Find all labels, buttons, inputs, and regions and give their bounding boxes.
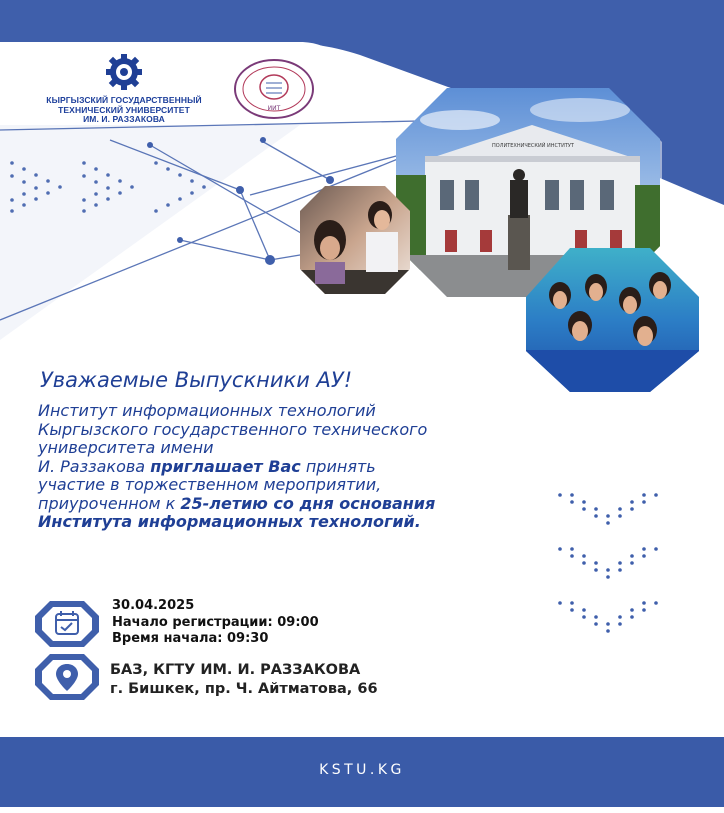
invitation-line-1: Институт информационных технологий: [38, 401, 376, 420]
line6-start: приуроченном к: [38, 493, 181, 513]
event-info: [112, 598, 319, 648]
invitation-line-6: [38, 495, 598, 514]
university-name-line-3: ИМ. И. РАЗЗАКОВА: [83, 114, 165, 124]
line4-end: принять: [300, 456, 376, 476]
invitation-line-2: Кыргызского государственного технического: [38, 419, 428, 439]
building-sign: ПОЛИТЕХНИЧЕСКИЙ ИНСТИТУТ: [492, 143, 574, 149]
venue-address: г. Бишкек, пр. Ч. Айтматова, 66: [110, 681, 378, 697]
gear-logo-icon: [100, 52, 148, 92]
university-logo-block: [34, 52, 214, 125]
registration-time: Начало регистрации: 09:00: [112, 614, 319, 630]
invitation-text: [38, 402, 598, 532]
calendar-icon: [34, 600, 100, 648]
line4-bold: приглашает Вас: [150, 456, 301, 476]
photo-students: [526, 248, 699, 392]
event-date: 30.04.2025: [112, 598, 195, 613]
location-info: [110, 661, 378, 699]
photo-classroom: [300, 186, 410, 294]
invitation-line-7: [38, 513, 598, 532]
iit-logo-text: ИИТ: [267, 105, 281, 112]
line7-bold: Института информационных технологий.: [38, 512, 421, 531]
website-link[interactable]: KSTU.KG: [319, 762, 405, 778]
invitation-line-5: участие в торжественном мероприятии,: [38, 475, 382, 494]
iit-logo-icon: [233, 58, 315, 120]
start-time: Время начала: 09:30: [112, 631, 269, 646]
line6-bold: 25-летию со дня основания: [180, 493, 436, 513]
university-name-line-1: КЫРГЫЗСКИЙ ГОСУДАРСТВЕННЫЙ: [46, 95, 202, 105]
invitation-line-4: [38, 458, 598, 477]
venue-name: БАЗ, КГТУ ИМ. И. РАЗЗАКОВА: [110, 662, 361, 678]
greeting-heading: Уважаемые Выпускники АУ!: [40, 368, 353, 392]
university-name-line-2: ТЕХНИЧЕСКИЙ УНИВЕРСИТЕТ: [58, 104, 190, 115]
invitation-line-3: университета имени: [38, 438, 214, 457]
line4-start: И. Раззакова: [38, 456, 151, 476]
location-pin-icon: [34, 653, 100, 701]
